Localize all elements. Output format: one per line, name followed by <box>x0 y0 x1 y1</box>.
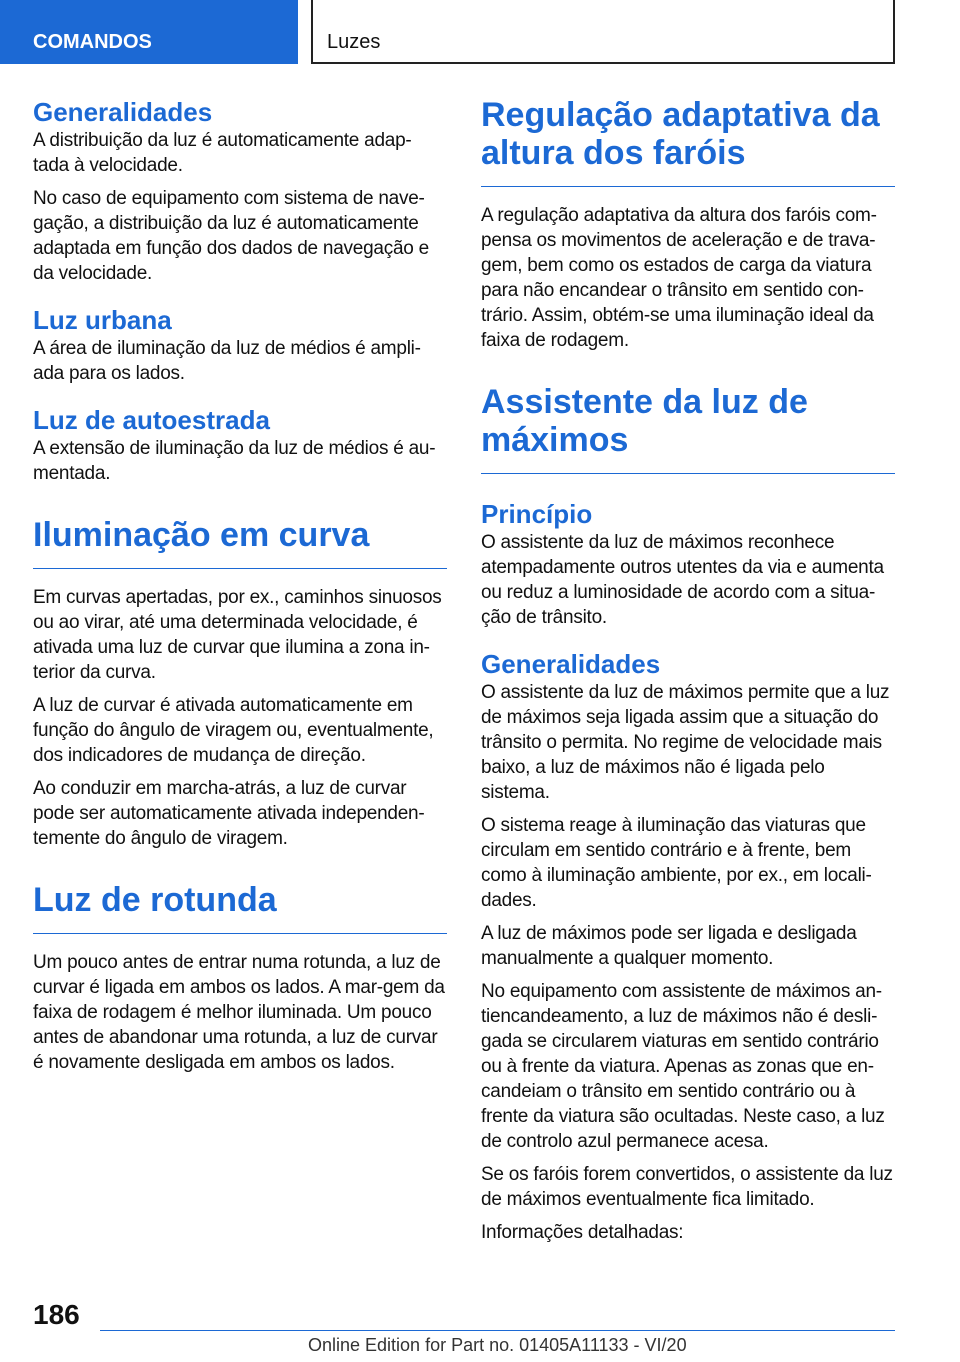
paragraph: A distribuição da luz é automaticamente adap-tada à velocidade. <box>33 130 412 176</box>
footer-edition: Online Edition for Part no. 01405A11133 - VI/20 <box>308 1335 687 1355</box>
heading-generalidades: Generalidades <box>481 649 661 679</box>
heading-generalidades: Generalidades <box>33 97 213 127</box>
paragraph: O assistente da luz de máximos permite que a luz de máximos seja ligada assim que a situação do trânsito o permita. No regime de velocidade mais baixo, a luz de máximos não é ligada pelo sistema. <box>481 682 890 803</box>
right-column <box>481 96 895 1253</box>
heading-luz-rotunda: Luz de rotunda <box>33 881 447 934</box>
heading-iluminacao-curva: Iluminação em curva <box>33 516 447 569</box>
footer-divider <box>100 1330 895 1331</box>
chapter-header <box>311 0 895 64</box>
paragraph: O sistema reage à iluminação das viaturas que circulam em sentido contrário e à frente, bem como à iluminação ambiente, por ex., em locali-dades. <box>481 815 872 911</box>
left-column <box>33 96 447 1083</box>
heading-principio: Princípio <box>481 499 593 529</box>
paragraph: A extensão de iluminação da luz de médios é au-mentada. <box>33 438 436 484</box>
page-number: 186 <box>33 1299 80 1330</box>
chapter-title: Luzes <box>327 31 381 53</box>
heading-assistente-maximos: Assistente da luz de máximos <box>481 383 895 474</box>
paragraph: Ao conduzir em marcha-atrás, a luz de curvar pode ser automaticamente ativada independen-temente do ângulo de viragem. <box>33 778 425 849</box>
section-tab <box>0 0 298 64</box>
heading-luz-urbana: Luz urbana <box>33 305 172 335</box>
paragraph: A regulação adaptativa da altura dos faróis com-pensa os movimentos de aceleração e de trava-gem, bem como os estados de carga da viatura para não encandear o trânsito em sentido con-trário. Assim, obtém-se uma iluminação ideal da faixa de rodagem. <box>481 205 877 351</box>
paragraph: Se os faróis forem convertidos, o assistente da luz de máximos eventualmente fica limitado. <box>481 1164 893 1210</box>
paragraph: Em curvas apertadas, por ex., caminhos sinuosos ou ao virar, até uma determinada velocidade, é ativada uma luz de curvar que ilumina a zona in-terior da curva. <box>33 587 442 683</box>
paragraph: A luz de máximos pode ser ligada e desligada manualmente a qualquer momento. <box>481 923 857 969</box>
heading-luz-autoestrada: Luz de autoestrada <box>33 405 270 435</box>
paragraph: No equipamento com assistente de máximos an-tiencandeamento, a luz de máximos não é desli-gada se circularem viaturas em sentido contrário ou à frente da viatura. Apenas as zonas que en-candeiam o trânsito em sentido contrário ou à frente da viatura são ocultadas. Neste caso, a luz de controlo azul permanece acesa. <box>481 981 885 1152</box>
heading-regulacao-adaptativa: Regulação adaptativa da altura dos faróis <box>481 96 895 187</box>
paragraph: No caso de equipamento com sistema de nave-gação, a distribuição da luz é automaticamente adaptada em função dos dados de navegação e da velocidade. <box>33 188 429 284</box>
paragraph: A área de iluminação da luz de médios é ampli-ada para os lados. <box>33 338 421 384</box>
section-label: COMANDOS <box>33 31 152 53</box>
paragraph: O assistente da luz de máximos reconhece atempadamente outros utentes da via e aumenta ou reduz a luminosidade de acordo com a situa-ção de trânsito. <box>481 532 884 628</box>
paragraph: A luz de curvar é ativada automaticamente em função do ângulo de viragem ou, eventualmente, dos indicadores de mudança de direção. <box>33 695 434 766</box>
paragraph: Um pouco antes de entrar numa rotunda, a luz de curvar é ligada em ambos os lados. A mar-gem da faixa de rodagem é melhor iluminada. Um pouco antes de abandonar uma rotunda, a luz de curvar é novamente desligada em ambos os lados. <box>33 952 445 1073</box>
paragraph: Informações detalhadas: <box>481 1222 684 1243</box>
